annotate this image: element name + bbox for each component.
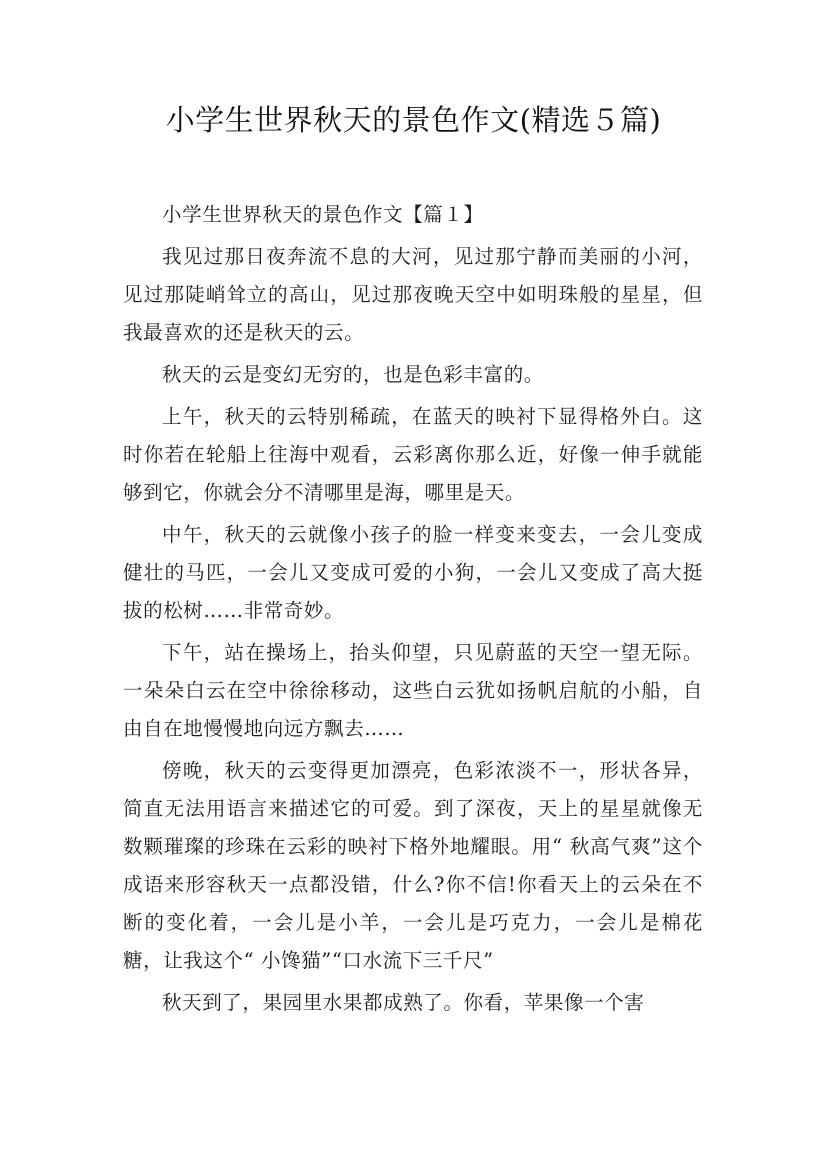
- section-heading: 小学生世界秋天的景色作文【篇１】: [162, 203, 484, 226]
- paragraph: 上午，秋天的云特别稀疏，在蓝天的映衬下显得格外白。这时你若在轮船上往海中观看，云彩离你那么近，好像一伸手就能够到它，你就会分不清哪里是海，哪里是天。: [123, 405, 703, 504]
- paragraph: 傍晚，秋天的云变得更加漂亮，色彩浓淡不一，形状各异，简直无法用语言来描述它的可爱。到了深夜，天上的星星就像无数颗璀璨的珍珠在云彩的映衬下格外地耀眼。用“ 秋高气爽”这个成语来形容秋天一点都没错，什么?你不信!你看天上的云朵在不断的变化着，一会儿是小羊，一会儿是巧克力，一会儿是棉花糖，让我这个“ 小馋猫”“口水流下三千尺”: [123, 759, 703, 972]
- paragraph: 我见过那日夜奔流不息的大河，见过那宁静而美丽的小河，见过那陡峭耸立的高山，见过那夜晚天空中如明珠般的星星，但我最喜欢的还是秋天的云。: [123, 245, 703, 344]
- document-body: [123, 196, 703, 1026]
- paragraph: 下午，站在操场上，抬头仰望，只见蔚蓝的天空一望无际。一朵朵白云在空中徐徐移动，这些白云犹如扬帆启航的小船，自由自在地慢慢地向远方飘去……: [123, 641, 703, 740]
- paragraph: 中午，秋天的云就像小孩子的脸一样变来变去，一会儿变成健壮的马匹，一会儿又变成可爱的小狗，一会儿又变成了高大挺拔的松树……非常奇妙。: [123, 523, 703, 622]
- paragraph: 秋天的云是变幻无穷的，也是色彩丰富的。: [162, 363, 544, 386]
- paragraph: 秋天到了，果园里水果都成熟了。你看，苹果像一个害: [162, 991, 645, 1014]
- document-title: 小学生世界秋天的景色作文(精选５篇): [165, 103, 662, 137]
